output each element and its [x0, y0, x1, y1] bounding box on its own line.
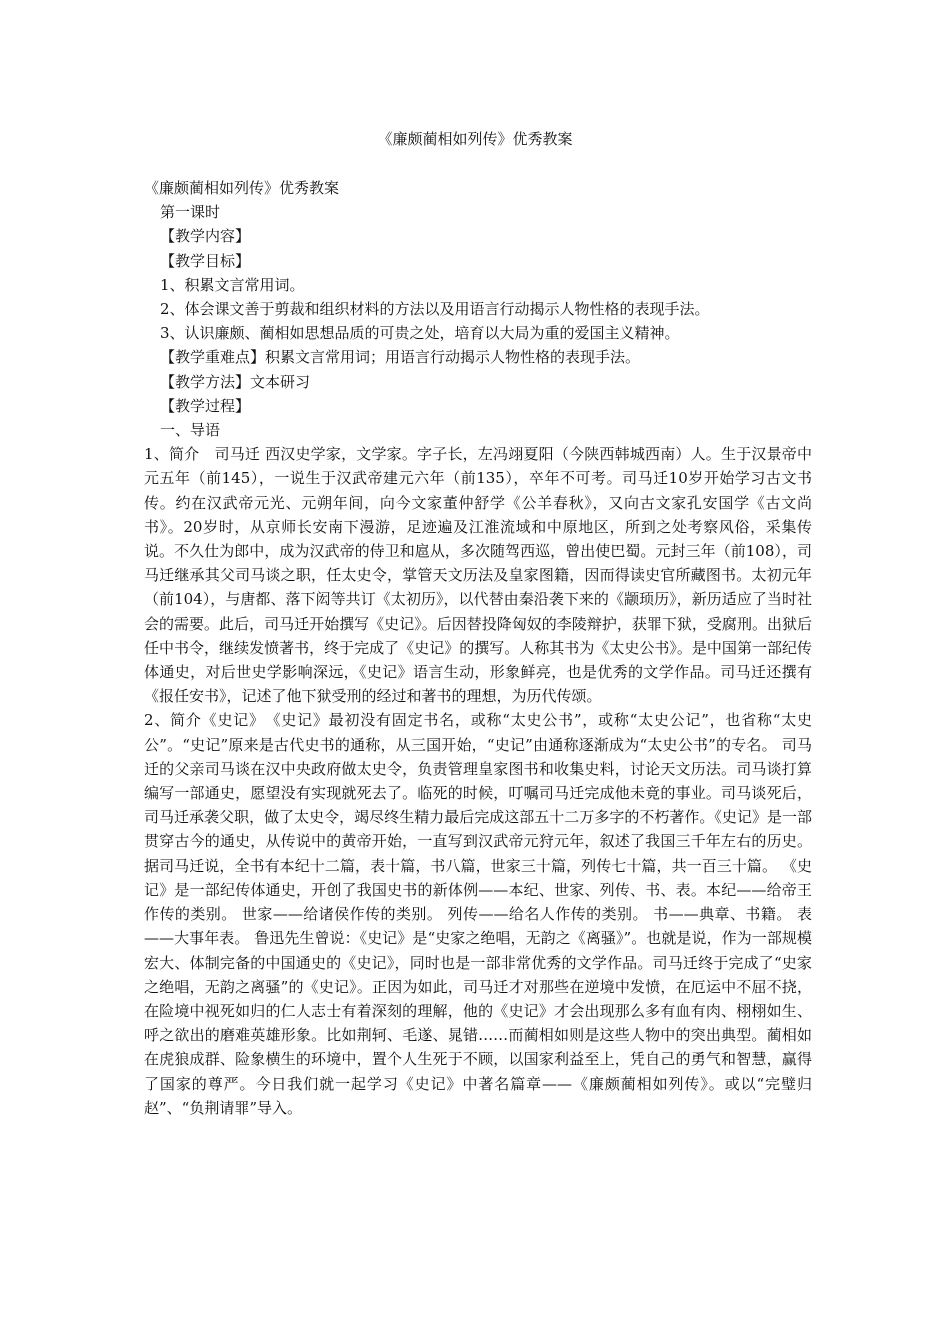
teaching-method: 【教学方法】文本研习 — [160, 372, 311, 391]
document-subtitle: 《廉颇蔺相如列传》优秀教案 — [144, 179, 340, 197]
document-body — [144, 176, 812, 1120]
goal-item-2: 2、体会课文善于剪裁和组织材料的方法以及用语言行动揭示人物性格的表现手法。 — [160, 300, 710, 319]
teaching-process-heading: 【教学过程】 — [160, 396, 251, 415]
goal-item-1: 1、积累文言常用词。 — [160, 275, 305, 294]
goal-item-3: 3、认识廉颇、蔺相如思想品质的可贵之处，培育以大局为重的爱国主义精神。 — [160, 324, 680, 343]
section-heading-introduction: 一、导语 — [160, 421, 221, 440]
lesson-label: 第一课时 — [160, 203, 221, 222]
paragraph-shiji: 2、简介《史记》 《史记》最初没有固定书名，或称“太史公书”，或称“太史公记”，也省称“太史公”。“史记”原来是古代史书的通称，从三国开始，“史记”由通称逐渐成为“太史公书”的专名。 司马迁的父亲司马谈在汉中央政府做太史令，负责管理皇家图书和收集史料，讨论天文历法。司马谈打算编写一部通史，愿望没有实现就死去了。临死的时候，叮嘱司马迁完成他未竟的事业。司马谈死后，司马迁承袭父职，做了太史令，竭尽终生精力最后完成这部五十二万多字的不朽著作。《史记》是一部贯穿古今的通史，从传说中的黄帝开始，一直写到汉武帝元狩元年，叙述了我国三千年左右的历史。据司马迁说，全书有本纪十二篇，表十篇，书八篇，世家三十篇，列传七十篇，共一百三十篇。 《史记》是一部纪传体通史，开创了我国史书的新体例——本纪、世家、列传、书、表。本纪——给帝王作传的类别。 世家——给诸侯作传的类别。 列传——给名人作传的类别。 书——典章、书籍。 表——大事年表。 鲁迅先生曾说：《史记》是“史家之绝唱，无韵之《离骚》”。也就是说，作为一部规模宏大、体制完备的中国通史的《史记》，同时也是一部非常优秀的文学作品。司马迁终于完成了“史家之绝唱，无韵之离骚”的《史记》。正因为如此，司马迁才对那些在逆境中发愤，在厄运中不屈不挠，在险境中视死如归的仁人志士有着深刻的理解，他的《史记》才会出现那么多有血有肉、栩栩如生、呼之欲出的磨难英雄形象。比如荆轲、毛遂、晁错……而蔺相如则是这些人物中的突出典型。蔺相如在虎狼成群、险象横生的环境中，置个人生死于不顾，以国家利益至上，凭自己的勇气和智慧，赢得了国家的尊严。今日我们就一起学习《史记》中著名篇章——《廉颇蔺相如列传》。或以“完璧归赵”、“负荆请罪”导入。 — [144, 711, 812, 1117]
teaching-content-heading: 【教学内容】 — [160, 227, 251, 246]
teaching-goals-heading: 【教学目标】 — [160, 251, 251, 270]
key-points: 【教学重难点】积累文言常用词；用语言行动揭示人物性格的表现手法。 — [160, 348, 641, 367]
document-title: 《廉颇蔺相如列传》优秀教案 — [377, 130, 573, 148]
paragraph-sima-qian: 1、简介 司马迁 西汉史学家，文学家。字子长，左冯翊夏阳（今陕西韩城西南）人。生于汉景帝中元五年（前145），一说生于汉武帝建元六年（前135），卒年不可考。司马迁10岁开始学习古文书传。约在汉武帝元光、元朔年间，向今文家董仲舒学《公羊春秋》，又向古文家孔安国学《古文尚书》。20岁时，从京师长安南下漫游，足迹遍及江淮流域和中原地区，所到之处考察风俗，采集传说。不久仕为郎中，成为汉武帝的侍卫和扈从，多次随驾西巡，曾出使巴蜀。元封三年（前108），司马迁继承其父司马谈之职，任太史令，掌管天文历法及皇家图籍，因而得读史官所藏图书。太初元年（前104），与唐都、落下闳等共订《太初历》，以代替由秦沿袭下来的《颛顼历》，新历适应了当时社会的需要。此后，司马迁开始撰写《史记》。后因替投降匈奴的李陵辩护，获罪下狱，受腐刑。出狱后任中书令，继续发愤著书，终于完成了《史记》的撰写。人称其书为《太史公书》。是中国第一部纪传体通史，对后世史学影响深远，《史记》语言生动，形象鲜亮，也是优秀的文学作品。司马迁还撰有《报任安书》，记述了他下狱受刑的经过和著书的理想，为历代传颂。 — [144, 445, 812, 706]
